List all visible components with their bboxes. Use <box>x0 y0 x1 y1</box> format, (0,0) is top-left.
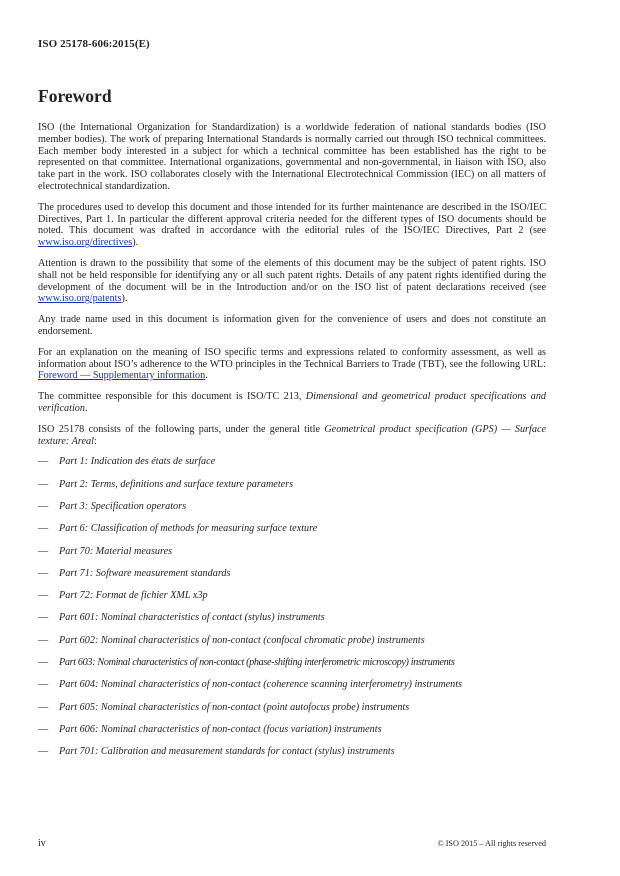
paragraph-parts-intro-text: ISO 25178 consists of the following parts, under the general title <box>38 423 325 435</box>
paragraph-conformity <box>38 347 546 382</box>
paragraph-patents-end: ). <box>121 293 128 305</box>
list-dash: — <box>38 545 49 557</box>
paragraph-trade-name: Any trade name used in this document is information given for the convenience of users and does not constitute an endorsement. <box>38 314 546 337</box>
page-number: iv <box>38 838 46 849</box>
list-item: — Part 603: Nominal characteristics of non-contact (phase-shifting interferometric microscopy) instruments <box>38 657 455 668</box>
paragraph-procedures-end: ). <box>132 237 139 249</box>
general-title: Geometrical product specification (GPS) — Surface texture: Areal <box>38 423 546 447</box>
list-item: — Part 71: Software measurement standards <box>38 567 231 579</box>
list-dash: — <box>38 478 49 490</box>
paragraph-committee <box>38 391 546 415</box>
list-dash: — <box>38 657 48 668</box>
paragraph-committee-end: . <box>84 402 88 414</box>
paragraph-procedures-text: The procedures used to develop this document and those intended for its further maintenance are described in the ISO/IEC Directives, Part 1. In particular the different approval criteria needed for the different types of ISO documents should be noted. This document was drafted in accordance with the editorial rules of the ISO/IEC Directives, Part 2 (see <box>38 201 546 237</box>
list-item: — Part 604: Nominal characteristics of non-contact (coherence scanning interferometry) instruments <box>38 679 462 691</box>
paragraph-parts-intro-end: : <box>93 435 97 447</box>
list-item: — Part 6: Classification of methods for measuring surface texture <box>38 523 318 535</box>
foreword-body <box>38 122 546 768</box>
paragraph-patents <box>38 258 546 305</box>
paragraph-iso-intro: ISO (the International Organization for Standardization) is a worldwide federation of national standards bodies (ISO member bodies). The work of preparing International Standards is normally carried out through ISO technical committees. Each member body interested in a subject for which a technical committee has been established has the right to be represented on that committee. International organizations, governmental and non-governmental, in liaison with ISO, also take part in the work. ISO collaborates closely with the International Electrotechnical Commission (IEC) on all matters of electrotechnical standardization. <box>38 122 546 192</box>
list-item: — Part 70: Material measures <box>38 545 173 557</box>
document-id: ISO 25178-606:2015(E) <box>38 38 150 50</box>
parts-list <box>38 456 546 768</box>
paragraph-committee-text: The committee responsible for this document is ISO/TC 213, <box>38 391 306 403</box>
directives-link[interactable]: www.iso.org/directives <box>38 237 133 249</box>
list-item: — Part 1: Indication des états de surface <box>38 456 216 468</box>
page-title: Foreword <box>38 86 112 106</box>
list-dash: — <box>38 567 49 579</box>
paragraph-conformity-text: For an explanation on the meaning of ISO specific terms and expressions related to conformity assessment, as well as information about ISO’s adherence to the WTO principles in the Technical Barriers to Trade (TBT), see the following URL: <box>38 346 546 370</box>
paragraph-conformity-end: . <box>205 370 208 382</box>
list-item: — Part 701: Calibration and measurement standards for contact (stylus) instruments <box>38 746 395 758</box>
list-dash: — <box>38 679 49 691</box>
list-dash: — <box>38 523 49 535</box>
paragraph-patents-text: Attention is drawn to the possibility that some of the elements of this document may be the subject of patent rights. ISO shall not be held responsible for identifying any or all such patent rights. Details of any patent rights identified during the development of the document will be in the Introduction and/or on the ISO list of patent declarations received (see <box>38 257 546 293</box>
list-item: — Part 606: Nominal characteristics of non-contact (focus variation) instruments <box>38 723 382 735</box>
committee-title: Dimensional and geometrical product specifications and verification <box>38 391 547 414</box>
list-dash: — <box>38 500 49 512</box>
list-item: — Part 72: Format de fichier XML x3p <box>38 590 208 602</box>
patents-link[interactable]: www.iso.org/patents <box>38 293 122 305</box>
list-dash: — <box>38 590 49 602</box>
list-item: — Part 605: Nominal characteristics of non-contact (point autofocus probe) instruments <box>38 701 410 713</box>
paragraph-procedures <box>38 202 546 249</box>
list-dash: — <box>38 746 49 758</box>
paragraph-parts-intro <box>38 424 546 448</box>
supplementary-info-link[interactable]: Foreword — Supplementary information <box>38 370 206 382</box>
list-item: — Part 602: Nominal characteristics of non-contact (confocal chromatic probe) instruments <box>38 634 425 646</box>
list-dash: — <box>38 456 49 468</box>
list-item: — Part 2: Terms, definitions and surface texture parameters <box>38 478 294 490</box>
list-dash: — <box>38 701 49 713</box>
list-dash: — <box>38 723 49 735</box>
list-dash: — <box>38 634 49 646</box>
list-dash: — <box>38 612 49 624</box>
list-item: — Part 3: Specification operators <box>38 500 187 512</box>
copyright-notice: © ISO 2015 – All rights reserved <box>437 839 546 848</box>
list-item: — Part 601: Nominal characteristics of contact (stylus) instruments <box>38 612 325 624</box>
